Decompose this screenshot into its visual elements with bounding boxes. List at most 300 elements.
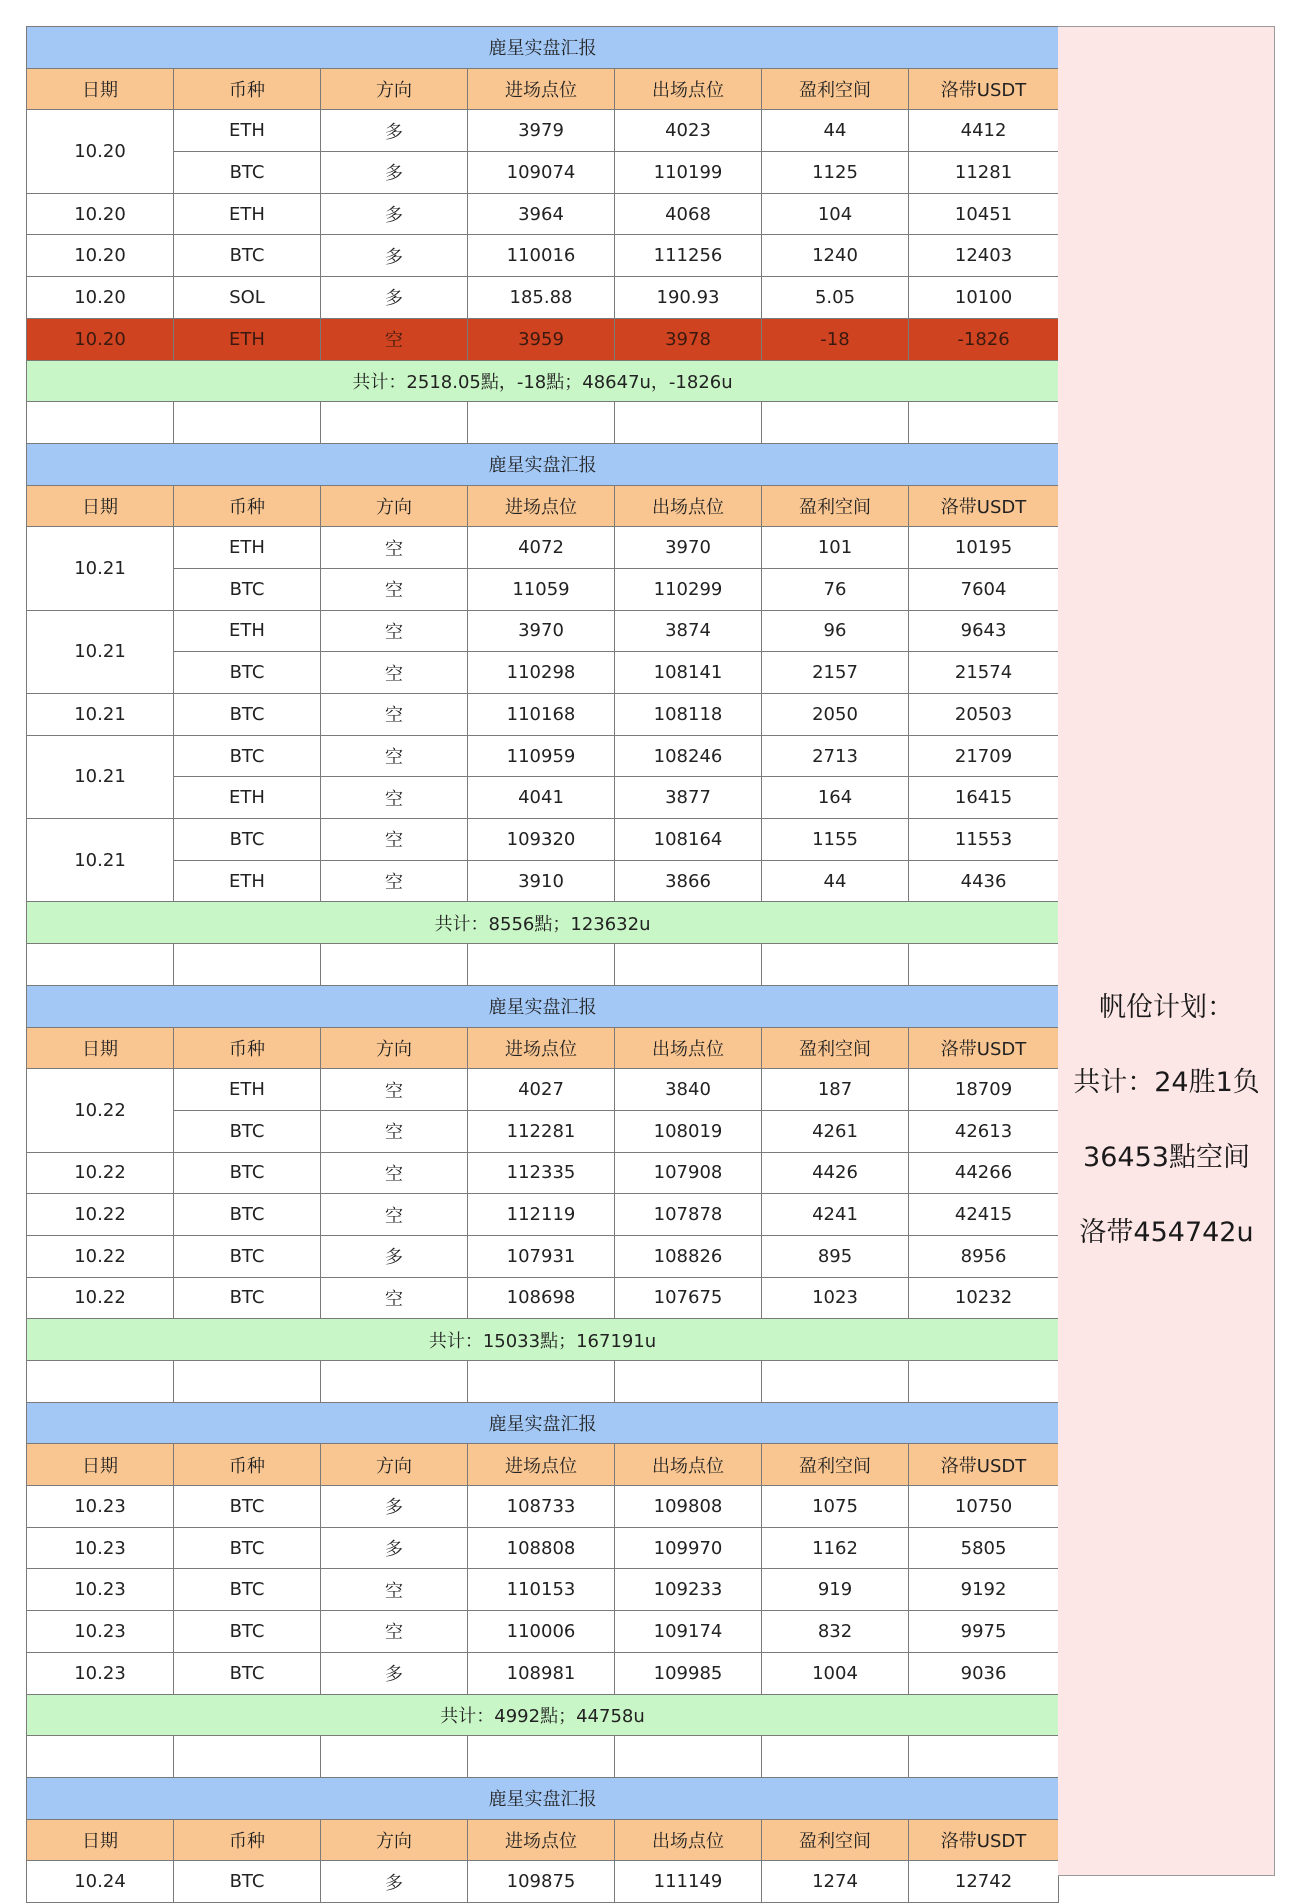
trade-row	[27, 1569, 1059, 1611]
header-coin: 币种	[174, 1027, 321, 1069]
trade-date: 10.22	[27, 1194, 174, 1236]
header-direction: 方向	[321, 1819, 468, 1861]
blank-cell	[615, 1361, 762, 1403]
blank-cell	[174, 402, 321, 444]
blank-cell	[909, 402, 1059, 444]
trade-date: 10.21	[27, 819, 174, 902]
trade-profit-points: 44	[762, 860, 909, 902]
trade-entry: 112281	[468, 1110, 615, 1152]
blank-cell	[615, 944, 762, 986]
trade-profit-usdt: 20503	[909, 694, 1059, 736]
trade-entry: 3959	[468, 318, 615, 360]
trade-direction: 空	[321, 610, 468, 652]
trade-date: 10.22	[27, 1152, 174, 1194]
trade-row	[27, 277, 1059, 319]
header-entry: 进场点位	[468, 1444, 615, 1486]
trade-exit: 107908	[615, 1152, 762, 1194]
section-title-row	[27, 27, 1059, 69]
section-title-row	[27, 443, 1059, 485]
blank-cell	[762, 1736, 909, 1778]
trade-row	[27, 777, 1059, 819]
trade-profit-points: 919	[762, 1569, 909, 1611]
trade-row	[27, 1277, 1059, 1319]
trade-direction: 空	[321, 735, 468, 777]
blank-cell	[909, 1736, 1059, 1778]
blank-cell	[174, 1736, 321, 1778]
trade-direction: 多	[321, 1486, 468, 1528]
trade-entry: 110006	[468, 1611, 615, 1653]
trade-profit-points: 187	[762, 1069, 909, 1111]
section-total: 共计：15033點；167191u	[27, 1319, 1059, 1361]
trade-exit: 109233	[615, 1569, 762, 1611]
trade-exit: 3874	[615, 610, 762, 652]
header-direction: 方向	[321, 485, 468, 527]
trade-profit-usdt: 18709	[909, 1069, 1059, 1111]
trade-profit-usdt: 9036	[909, 1652, 1059, 1694]
header-row	[27, 68, 1059, 110]
blank-cell	[27, 944, 174, 986]
trade-entry: 4041	[468, 777, 615, 819]
section-title-row	[27, 1402, 1059, 1444]
trade-entry: 110959	[468, 735, 615, 777]
blank-cell	[174, 1361, 321, 1403]
section-title: 鹿星实盘汇报	[27, 443, 1059, 485]
trade-direction: 空	[321, 1069, 468, 1111]
trade-entry: 4027	[468, 1069, 615, 1111]
header-coin: 币种	[174, 1819, 321, 1861]
section-total-row	[27, 1319, 1059, 1361]
header-profit-usdt: 洛带USDT	[909, 68, 1059, 110]
trade-profit-usdt: 42613	[909, 1110, 1059, 1152]
section-total: 共计：8556點；123632u	[27, 902, 1059, 944]
blank-cell	[27, 402, 174, 444]
trade-profit-usdt: 9975	[909, 1611, 1059, 1653]
trade-entry: 3964	[468, 193, 615, 235]
trade-entry: 107931	[468, 1235, 615, 1277]
trade-row	[27, 1110, 1059, 1152]
trade-date: 10.20	[27, 235, 174, 277]
trade-entry: 110298	[468, 652, 615, 694]
trade-entry: 4072	[468, 527, 615, 569]
report-sheet	[26, 26, 1275, 1894]
trade-profit-usdt: 4436	[909, 860, 1059, 902]
trade-entry: 108698	[468, 1277, 615, 1319]
trade-date: 10.22	[27, 1069, 174, 1152]
blank-cell	[174, 944, 321, 986]
section-total: 共计：4992點；44758u	[27, 1694, 1059, 1736]
header-exit: 出场点位	[615, 68, 762, 110]
loss-trade-row	[27, 318, 1059, 360]
trade-direction: 空	[321, 1152, 468, 1194]
trade-entry: 112119	[468, 1194, 615, 1236]
trade-exit: 108019	[615, 1110, 762, 1152]
header-profit-points: 盈利空间	[762, 1027, 909, 1069]
blank-cell	[27, 1736, 174, 1778]
trade-coin: BTC	[174, 1194, 321, 1236]
trade-exit: 108164	[615, 819, 762, 861]
trade-report-table	[26, 26, 1059, 1903]
trade-date: 10.23	[27, 1569, 174, 1611]
trade-exit: 108141	[615, 652, 762, 694]
trade-profit-usdt: 10100	[909, 277, 1059, 319]
header-direction: 方向	[321, 1444, 468, 1486]
trade-coin: BTC	[174, 1486, 321, 1528]
trade-profit-points: 101	[762, 527, 909, 569]
trade-row	[27, 652, 1059, 694]
trade-coin: BTC	[174, 152, 321, 194]
trade-entry: 3970	[468, 610, 615, 652]
trade-direction: 空	[321, 1194, 468, 1236]
blank-row	[27, 1736, 1059, 1778]
trade-entry: 109074	[468, 152, 615, 194]
trade-profit-points: 5.05	[762, 277, 909, 319]
trade-direction: 多	[321, 1235, 468, 1277]
section-total-row	[27, 360, 1059, 402]
trade-exit: 108118	[615, 694, 762, 736]
trade-date: 10.24	[27, 1861, 174, 1903]
trade-profit-usdt: 12403	[909, 235, 1059, 277]
trade-row	[27, 1527, 1059, 1569]
trade-coin: SOL	[174, 277, 321, 319]
trade-direction: 多	[321, 277, 468, 319]
blank-cell	[468, 402, 615, 444]
trade-profit-points: -18	[762, 318, 909, 360]
trade-direction: 空	[321, 860, 468, 902]
trade-profit-usdt: 8956	[909, 1235, 1059, 1277]
trade-profit-points: 2157	[762, 652, 909, 694]
trade-coin: ETH	[174, 318, 321, 360]
trade-row	[27, 152, 1059, 194]
trade-exit: 4023	[615, 110, 762, 152]
trade-coin: ETH	[174, 527, 321, 569]
header-exit: 出场点位	[615, 485, 762, 527]
trade-row	[27, 1652, 1059, 1694]
trade-profit-usdt: 9643	[909, 610, 1059, 652]
blank-cell	[321, 1736, 468, 1778]
trade-direction: 空	[321, 1611, 468, 1653]
trade-coin: BTC	[174, 235, 321, 277]
trade-profit-usdt: 10750	[909, 1486, 1059, 1528]
blank-cell	[615, 1736, 762, 1778]
trade-date: 10.23	[27, 1527, 174, 1569]
trade-row	[27, 1069, 1059, 1111]
trade-exit: 109985	[615, 1652, 762, 1694]
trade-direction: 空	[321, 1277, 468, 1319]
blank-cell	[321, 1361, 468, 1403]
trade-entry: 110168	[468, 694, 615, 736]
header-date: 日期	[27, 1444, 174, 1486]
summary-panel	[1058, 26, 1275, 1876]
blank-cell	[909, 944, 1059, 986]
blank-row	[27, 1361, 1059, 1403]
trade-profit-points: 2713	[762, 735, 909, 777]
trade-entry: 109320	[468, 819, 615, 861]
header-profit-points: 盈利空间	[762, 68, 909, 110]
trade-coin: BTC	[174, 1235, 321, 1277]
trade-direction: 空	[321, 318, 468, 360]
header-coin: 币种	[174, 68, 321, 110]
trade-date: 10.23	[27, 1652, 174, 1694]
trade-profit-points: 164	[762, 777, 909, 819]
trade-profit-points: 1023	[762, 1277, 909, 1319]
trade-profit-points: 895	[762, 1235, 909, 1277]
trade-direction: 多	[321, 1652, 468, 1694]
trade-direction: 多	[321, 1861, 468, 1903]
section-total-row	[27, 1694, 1059, 1736]
blank-cell	[762, 944, 909, 986]
trade-coin: BTC	[174, 819, 321, 861]
blank-cell	[909, 1361, 1059, 1403]
trade-row	[27, 1861, 1059, 1903]
section-title: 鹿星实盘汇报	[27, 1777, 1059, 1819]
trade-profit-points: 104	[762, 193, 909, 235]
trade-entry: 110153	[468, 1569, 615, 1611]
trade-profit-usdt: 7604	[909, 568, 1059, 610]
blank-cell	[321, 944, 468, 986]
trade-coin: BTC	[174, 694, 321, 736]
trade-row	[27, 235, 1059, 277]
trade-direction: 多	[321, 235, 468, 277]
trade-direction: 空	[321, 777, 468, 819]
trade-profit-usdt: 44266	[909, 1152, 1059, 1194]
section-total: 共计：2518.05點，-18點；48647u，-1826u	[27, 360, 1059, 402]
trade-date: 10.20	[27, 277, 174, 319]
trade-coin: BTC	[174, 1152, 321, 1194]
trade-profit-usdt: -1826	[909, 318, 1059, 360]
header-profit-usdt: 洛带USDT	[909, 485, 1059, 527]
header-direction: 方向	[321, 1027, 468, 1069]
trade-date: 10.20	[27, 193, 174, 235]
trade-profit-points: 832	[762, 1611, 909, 1653]
trade-row	[27, 527, 1059, 569]
trade-coin: BTC	[174, 1611, 321, 1653]
trade-coin: BTC	[174, 568, 321, 610]
trade-direction: 空	[321, 527, 468, 569]
trade-profit-points: 1240	[762, 235, 909, 277]
header-row	[27, 1444, 1059, 1486]
trade-row	[27, 1235, 1059, 1277]
trade-profit-usdt: 9192	[909, 1569, 1059, 1611]
trade-coin: BTC	[174, 652, 321, 694]
trade-entry: 110016	[468, 235, 615, 277]
trade-profit-points: 44	[762, 110, 909, 152]
trade-profit-points: 1155	[762, 819, 909, 861]
trade-exit: 110299	[615, 568, 762, 610]
trade-entry: 3979	[468, 110, 615, 152]
trade-coin: ETH	[174, 610, 321, 652]
trade-exit: 109808	[615, 1486, 762, 1528]
trade-date: 10.20	[27, 110, 174, 193]
trade-date: 10.21	[27, 610, 174, 693]
section-title-row	[27, 1777, 1059, 1819]
trade-coin: BTC	[174, 1861, 321, 1903]
trade-exit: 3877	[615, 777, 762, 819]
trade-coin: BTC	[174, 1652, 321, 1694]
trade-direction: 空	[321, 1569, 468, 1611]
trade-coin: ETH	[174, 1069, 321, 1111]
trade-profit-points: 2050	[762, 694, 909, 736]
trade-direction: 空	[321, 1110, 468, 1152]
trade-entry: 109875	[468, 1861, 615, 1903]
header-coin: 币种	[174, 1444, 321, 1486]
header-date: 日期	[27, 1027, 174, 1069]
header-exit: 出场点位	[615, 1027, 762, 1069]
trade-profit-points: 4261	[762, 1110, 909, 1152]
trade-profit-usdt: 10195	[909, 527, 1059, 569]
trade-row	[27, 110, 1059, 152]
blank-cell	[762, 1361, 909, 1403]
trade-profit-usdt: 21709	[909, 735, 1059, 777]
section-title: 鹿星实盘汇报	[27, 1402, 1059, 1444]
trade-coin: ETH	[174, 860, 321, 902]
trade-profit-points: 1075	[762, 1486, 909, 1528]
trade-date: 10.22	[27, 1277, 174, 1319]
trade-date: 10.21	[27, 527, 174, 610]
header-coin: 币种	[174, 485, 321, 527]
trade-exit: 110199	[615, 152, 762, 194]
plan-label: 帆伧计划：	[1099, 992, 1234, 1023]
blank-cell	[615, 402, 762, 444]
header-entry: 进场点位	[468, 1819, 615, 1861]
usdt-total: 洛带454742u	[1079, 1217, 1254, 1248]
trade-date: 10.21	[27, 735, 174, 818]
trade-coin: BTC	[174, 1569, 321, 1611]
trade-direction: 多	[321, 152, 468, 194]
header-profit-points: 盈利空间	[762, 1819, 909, 1861]
trade-direction: 空	[321, 652, 468, 694]
trade-entry: 112335	[468, 1152, 615, 1194]
trade-direction: 多	[321, 110, 468, 152]
trade-row	[27, 694, 1059, 736]
trade-coin: BTC	[174, 1277, 321, 1319]
trade-profit-usdt: 10451	[909, 193, 1059, 235]
trade-direction: 多	[321, 1527, 468, 1569]
trade-date: 10.23	[27, 1611, 174, 1653]
header-row	[27, 1027, 1059, 1069]
trade-row	[27, 193, 1059, 235]
trade-profit-usdt: 11553	[909, 819, 1059, 861]
trade-direction: 空	[321, 694, 468, 736]
header-entry: 进场点位	[468, 485, 615, 527]
trade-row	[27, 819, 1059, 861]
trade-date: 10.23	[27, 1486, 174, 1528]
trade-profit-usdt: 5805	[909, 1527, 1059, 1569]
header-date: 日期	[27, 485, 174, 527]
header-profit-points: 盈利空间	[762, 1444, 909, 1486]
header-profit-points: 盈利空间	[762, 485, 909, 527]
blank-cell	[762, 402, 909, 444]
trade-date: 10.21	[27, 694, 174, 736]
points-total: 36453點空间	[1083, 1142, 1250, 1173]
trade-entry: 108733	[468, 1486, 615, 1528]
blank-cell	[468, 1736, 615, 1778]
trade-entry: 3910	[468, 860, 615, 902]
trade-profit-points: 1125	[762, 152, 909, 194]
trade-exit: 108246	[615, 735, 762, 777]
trade-row	[27, 735, 1059, 777]
trade-exit: 3840	[615, 1069, 762, 1111]
section-title: 鹿星实盘汇报	[27, 985, 1059, 1027]
trade-row	[27, 1611, 1059, 1653]
trade-profit-points: 4241	[762, 1194, 909, 1236]
trade-profit-points: 1274	[762, 1861, 909, 1903]
trade-row	[27, 1194, 1059, 1236]
blank-row	[27, 944, 1059, 986]
trade-entry: 185.88	[468, 277, 615, 319]
trade-exit: 107878	[615, 1194, 762, 1236]
header-direction: 方向	[321, 68, 468, 110]
win-loss-total: 共计：24胜1负	[1073, 1067, 1260, 1098]
trade-exit: 111256	[615, 235, 762, 277]
section-total-row	[27, 902, 1059, 944]
trade-profit-usdt: 21574	[909, 652, 1059, 694]
trade-profit-points: 76	[762, 568, 909, 610]
trade-coin: ETH	[174, 193, 321, 235]
trade-exit: 107675	[615, 1277, 762, 1319]
trade-entry: 11059	[468, 568, 615, 610]
header-row	[27, 1819, 1059, 1861]
header-profit-usdt: 洛带USDT	[909, 1444, 1059, 1486]
header-exit: 出场点位	[615, 1444, 762, 1486]
trade-exit: 3978	[615, 318, 762, 360]
trade-profit-usdt: 11281	[909, 152, 1059, 194]
trade-exit: 190.93	[615, 277, 762, 319]
header-date: 日期	[27, 68, 174, 110]
trade-direction: 多	[321, 193, 468, 235]
trade-exit: 109174	[615, 1611, 762, 1653]
header-row	[27, 485, 1059, 527]
trade-coin: ETH	[174, 777, 321, 819]
blank-cell	[468, 944, 615, 986]
trade-row	[27, 568, 1059, 610]
trade-profit-usdt: 10232	[909, 1277, 1059, 1319]
blank-cell	[468, 1361, 615, 1403]
trade-exit: 109970	[615, 1527, 762, 1569]
trade-date: 10.20	[27, 318, 174, 360]
trade-profit-usdt: 12742	[909, 1861, 1059, 1903]
header-exit: 出场点位	[615, 1819, 762, 1861]
trade-profit-points: 4426	[762, 1152, 909, 1194]
trade-row	[27, 1486, 1059, 1528]
header-entry: 进场点位	[468, 68, 615, 110]
header-profit-usdt: 洛带USDT	[909, 1027, 1059, 1069]
trade-direction: 空	[321, 819, 468, 861]
trade-row	[27, 860, 1059, 902]
trade-direction: 空	[321, 568, 468, 610]
trade-exit: 3970	[615, 527, 762, 569]
blank-row	[27, 402, 1059, 444]
header-profit-usdt: 洛带USDT	[909, 1819, 1059, 1861]
trade-coin: ETH	[174, 110, 321, 152]
trade-exit: 3866	[615, 860, 762, 902]
trade-coin: BTC	[174, 1110, 321, 1152]
trade-profit-usdt: 16415	[909, 777, 1059, 819]
trade-entry: 108981	[468, 1652, 615, 1694]
trade-exit: 111149	[615, 1861, 762, 1903]
header-date: 日期	[27, 1819, 174, 1861]
trade-profit-points: 1162	[762, 1527, 909, 1569]
trade-coin: BTC	[174, 735, 321, 777]
blank-cell	[321, 402, 468, 444]
section-title-row	[27, 985, 1059, 1027]
trade-row	[27, 610, 1059, 652]
header-entry: 进场点位	[468, 1027, 615, 1069]
trade-exit: 4068	[615, 193, 762, 235]
trade-entry: 108808	[468, 1527, 615, 1569]
trade-profit-points: 1004	[762, 1652, 909, 1694]
section-title: 鹿星实盘汇报	[27, 27, 1059, 69]
trade-date: 10.22	[27, 1235, 174, 1277]
